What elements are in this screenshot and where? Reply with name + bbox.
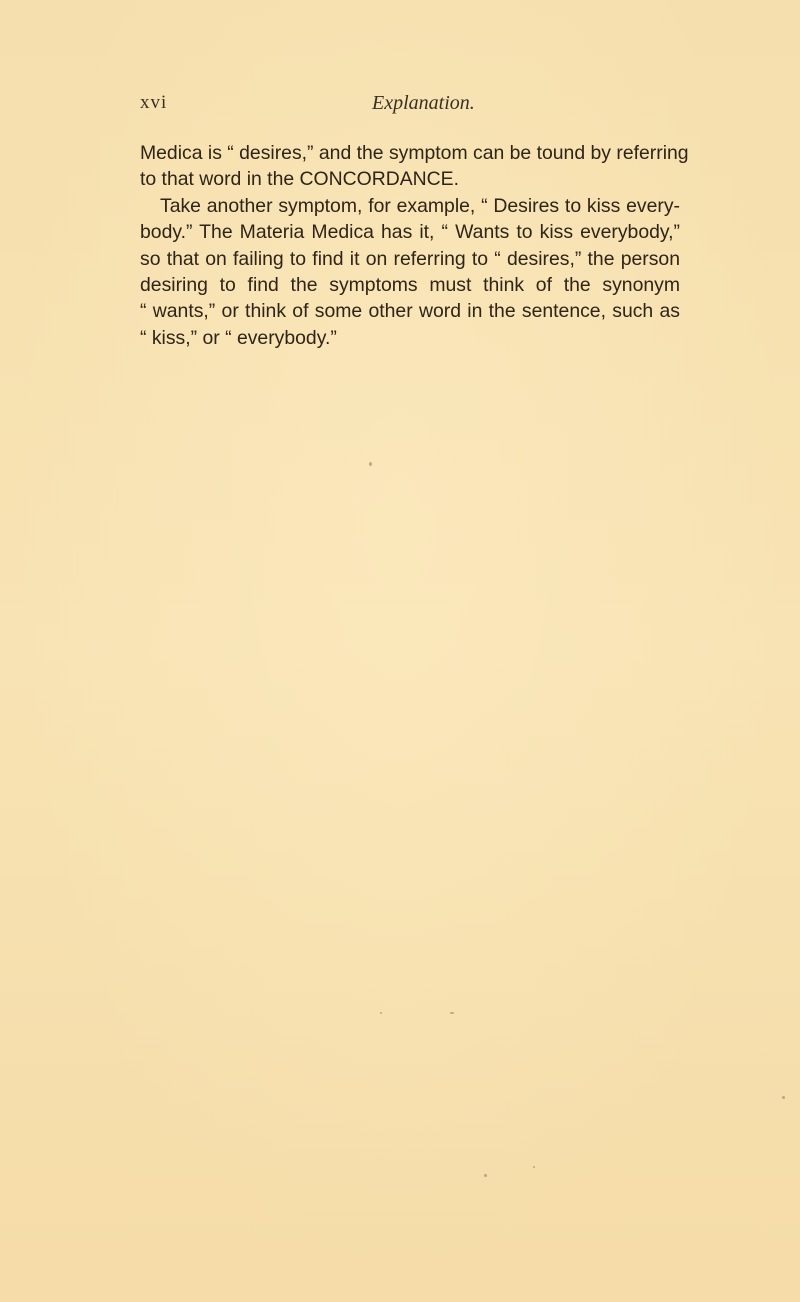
text-line: to that word in the CONCORDANCE. (140, 168, 459, 191)
body-text (140, 140, 689, 351)
text-line: so that on failing to find it on referring to “ desires,” the person (140, 247, 680, 270)
text-line: Take another symptom, for example, “ Desires to kiss every- (160, 194, 680, 217)
text-line: “ wants,” or think of some other word in the sentence, such as (140, 300, 680, 323)
paragraph-1 (140, 140, 689, 193)
paper-speck (380, 1012, 382, 1014)
running-head (0, 92, 800, 122)
paper-speck (533, 1166, 535, 1168)
paper-speck (484, 1174, 487, 1177)
text-line: “ kiss,” or “ everybody.” (140, 326, 337, 349)
page-number: xvi (140, 92, 168, 113)
text-line: body.” The Materia Medica has it, “ Wants to kiss everybody,” (140, 221, 680, 244)
running-head-title: Explanation. (372, 92, 475, 114)
paper-speck (369, 462, 372, 466)
text-line: Medica is “ desires,” and the symptom can be tound by referring (140, 142, 689, 164)
paragraph-2 (140, 193, 680, 351)
text-line: desiring to find the symptoms must think of the synonym (140, 273, 680, 296)
paper-speck (782, 1096, 785, 1099)
paper-speck (450, 1012, 454, 1014)
